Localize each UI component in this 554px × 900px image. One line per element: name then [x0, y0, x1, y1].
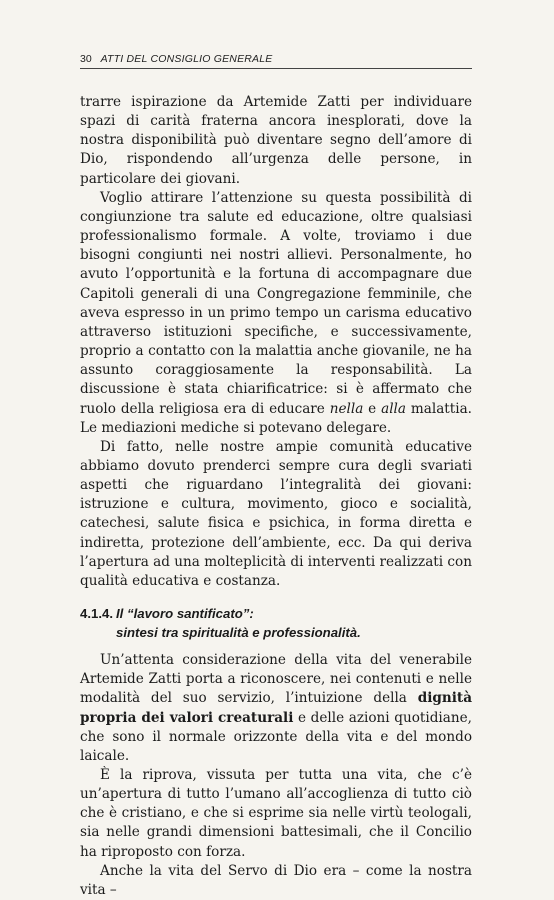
paragraph-4-text-a: Un’attenta considerazione della vita del venerabile Artemide Zatti porta a riconoscere, nei contenuti e nelle modalità del suo servizio, l’intuizione della — [80, 652, 472, 707]
paragraph-2 — [80, 189, 472, 438]
paragraph-4-bold: dignità propria dei valori creaturali — [80, 690, 472, 726]
paragraph-2-text-e: e — [363, 400, 382, 417]
running-title: ATTI DEL CONSIGLIO GENERALE — [100, 53, 273, 65]
page-body — [80, 93, 472, 900]
paragraph-4 — [80, 651, 472, 766]
paragraph-5: È la riprova, vissuta per tutta una vita, che c’è un’apertura di tutto l’umano all’accoglienza di tutto ciò che è cristiano, e che si esprime sia nelle virtù teologali, sia nelle grandi dimensioni battesimali, che il Concilio ha riproposto con forza. — [80, 767, 472, 860]
paragraph-3: Di fatto, nelle nostre ampie comunità educative abbiamo dovuto prenderci sempre cura degli svariati aspetti che riguardano l’integralità dei giovani: istruzione e cultura, movimento, gioco e socialità, catechesi, salute fisica e psichica, in forma diretta e indiretta, protezione dell’ambiente, ecc. Da qui deriva l’apertura ad una molteplicità di interventi realizzati con qualità educativa e costanza. — [80, 438, 472, 589]
paragraph-2-text-a: Voglio attirare l’attenzione su questa possibilità di congiunzione tra salute ed educazione, oltre qualsiasi professionalismo formale. A volte, troviamo i due bisogni congiunti nei nostri allievi. Personalmente, ho avuto l’opportunità e la fortuna di accompagnare due Capitoli generali di una Congregazione femminile, che aveva espresso in un primo tempo un carisma educativo attraverso istituzioni specifiche, e successivamente, proprio a contatto con la malattia anche giovanile, ne ha assunto coraggiosamente la responsabilità. La discussione è stata chiarificatrice: si è affermato che ruolo della religiosa era di educare — [80, 189, 472, 417]
section-title-line-1: Il “lavoro santificato”: — [116, 606, 254, 622]
paragraph-2-text-b: malattia. Le mediazioni mediche si potevano delegare. — [80, 400, 473, 436]
section-number: 4.1.4. — [80, 606, 113, 622]
paragraph-1: trarre ispirazione da Artemide Zatti per individuare spazi di carità fraterna ancora inesplorati, dove la nostra disponibilità può diventare segno dell’amore di Dio, rispondendo all’urgenza delle persone, in particolare dei giovani. — [80, 94, 472, 187]
page-number: 30 — [80, 53, 92, 65]
paragraph-2-italic-alla: alla — [381, 400, 406, 417]
paragraph-4-text-b: e delle azioni quotidiane, che sono il normale orizzonte della vita e del mondo laicale. — [80, 709, 472, 764]
running-header — [80, 53, 472, 69]
paragraph-2-italic-nella: nella — [329, 400, 364, 417]
section-heading — [80, 604, 472, 642]
section-title-line-2: sintesi tra spiritualità e professionalità. — [116, 625, 361, 641]
paragraph-6: Anche la vita del Servo di Dio era – come la nostra vita – — [80, 862, 472, 898]
